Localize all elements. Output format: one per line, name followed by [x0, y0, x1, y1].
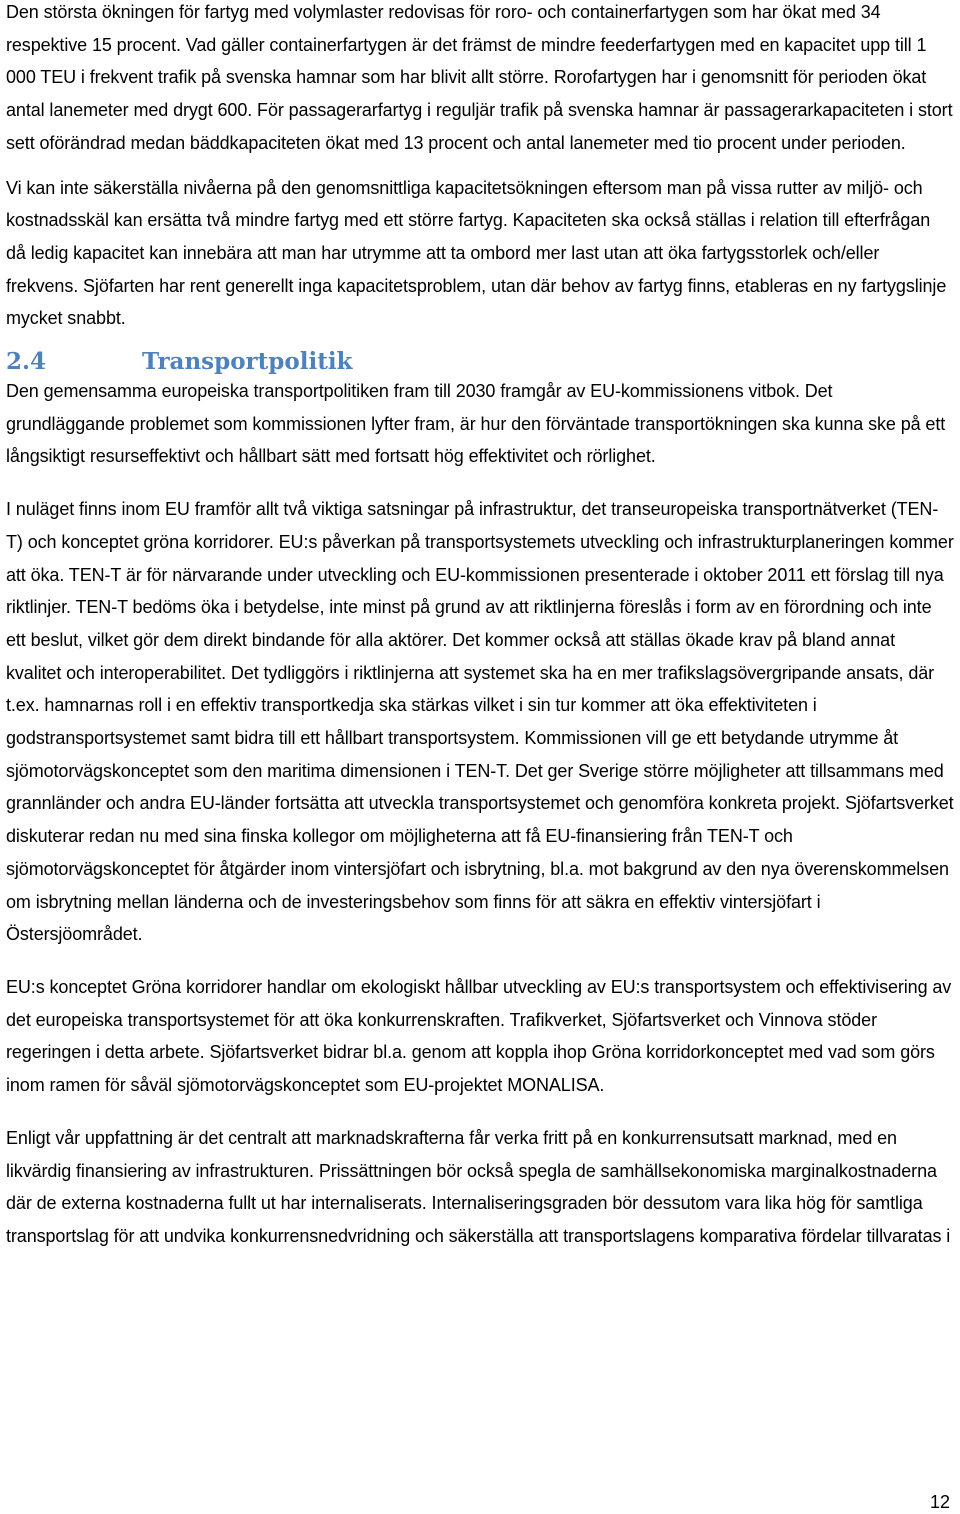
- paragraph-ten-t: I nuläget finns inom EU framför allt två viktiga satsningar på infrastruktur, det transeuropeiska transportnätverket (TEN-T) och konceptet gröna korridorer. EU:s påverkan på transportsystemets utveckling och infrastrukturplaneringen kommer att öka. TEN-T är för närvarande under utveckling och EU-kommissionen presenterade i oktober 2011 ett förslag till nya riktlinjer. TEN-T bedöms öka i betydelse, inte minst på grund av att riktlinjerna föreslås i form av en förordning och inte ett beslut, vilket gör dem direkt bindande för alla aktörer. Det kommer också att ställas ökade krav på bland annat kvalitet och interoperabilitet. Det tydliggörs i riktlinjerna att systemet ska ha en mer trafikslagsövergripande ansats, där t.ex. hamnarnas roll i en effektiv transportkedja ska stärkas vilket i sin tur kommer att öka effektiviteten i godstransportsystemet samt bidra till ett hållbart transportsystem. Kommissionen vill ge ett betydande utrymme åt sjömotorvägskonceptet som den maritima dimensionen i TEN-T. Det ger Sverige större möjligheter att tillsammans med grannländer och andra EU-länder fortsätta att utveckla transportsystemet och genomföra konkreta projekt. Sjöfartsverket diskuterar redan nu med sina finska kollegor om möjligheterna att få EU-finansiering från TEN-T och sjömotorvägskonceptet för åtgärder inom vintersjöfart och isbrytning, bl.a. mot bakgrund av den nya överenskommelsen om isbrytning mellan länderna och de investeringsbehov som finns för att säkra en effektiv vintersjöfart i Östersjöområdet.: [6, 499, 954, 945]
- paragraph-transport-policy: Den gemensamma europeiska transportpolitiken fram till 2030 framgår av EU-kommissionens vitbok. Det grundläggande problemet som kommissionen lyfter fram, är hur den förväntade transportökningen ska kunna ske på ett långsiktigt resurseffektivt och hållbart sätt med fortsatt hög effektivitet och rörlighet.: [6, 381, 946, 467]
- paragraph-capacity-growth: Den största ökningen för fartyg med volymlaster redovisas för roro- och containerfartygen som har ökat med 34 respektive 15 procent. Vad gäller containerfartygen är det främst de mindre feederfartygen med en kapacitet upp till 1 000 TEU i frekvent trafik på svenska hamnar som har blivit allt större. Rorofartygen har i genomsnitt för perioden ökat antal lanemeter med drygt 600. För passagerarfartyg i reguljär trafik på svenska hamnar är passagerarkapaciteten i stort sett oförändrad medan bäddkapaciteten ökat med 13 procent och antal lanemeter med tio procent under perioden.: [6, 2, 953, 153]
- paragraph-green-corridors: EU:s konceptet Gröna korridorer handlar om ekologiskt hållbar utveckling av EU:s transportsystem och effektivisering av det europeiska transportsystemet för att öka konkurrenskraften. Trafikverket, Sjöfartsverket och Vinnova stöder regeringen i detta arbete. Sjöfartsverket bidrar bl.a. genom att koppla ihop Gröna korridorkonceptet med vad som görs inom ramen för såväl sjömotorvägskonceptet som EU-projektet MONALISA.: [6, 976, 952, 1096]
- page-number: 12: [929, 1492, 950, 1512]
- paragraph-capacity-levels: Vi kan inte säkerställa nivåerna på den genomsnittliga kapacitetsökningen eftersom man på vissa rutter av miljö- och kostnadsskäl kan ersätta två mindre fartyg med ett större fartyg. Kapaciteten ska också ställas i relation till efterfrågan då ledig kapacitet kan innebära att man har utrymme att ta ombord mer last utan att öka fartygsstorlek och/eller frekvens. Sjöfarten har rent generellt inga kapacitetsproblem, utan där behov av fartyg finns, etableras en ny fartygslinje mycket snabbt.: [6, 177, 947, 329]
- paragraph-market-forces: Enligt vår uppfattning är det centralt att marknadskrafterna får verka fritt på en konkurrensutsatt marknad, med en likvärdig finansiering av infrastrukturen. Prissättningen bör också spegla de samhällsekonomiska marginalkostnaderna där de externa kostnaderna fullt ut har internaliserats. Internaliseringsgraden bör dessutom vara lika hög för samtliga transportslag för att undvika konkurrensnedvridning och säkerställa att transportslagens komparativa fördelar tillvaratas i: [6, 1127, 951, 1246]
- section-number: 2.4: [6, 347, 47, 375]
- section-title: Transportpolitik: [142, 347, 353, 375]
- document-page: [6, 0, 954, 1253]
